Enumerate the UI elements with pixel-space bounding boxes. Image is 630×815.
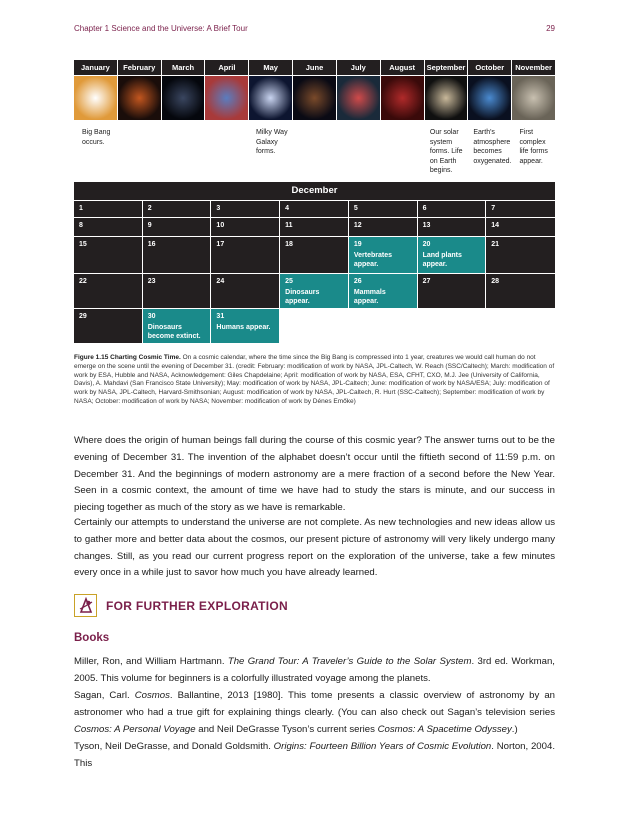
month-8 xyxy=(425,60,468,120)
december-calendar xyxy=(74,182,555,344)
day-number: 31 xyxy=(216,313,225,320)
month-note: Earth's atmosphere becomes oxygenated. xyxy=(473,129,512,165)
month-image xyxy=(381,76,424,120)
ref-title: The Grand Tour: A Traveler’s Guide to the Solar System xyxy=(227,656,472,667)
day-number: 19 xyxy=(353,241,362,248)
month-label: August xyxy=(381,60,424,75)
calendar-day-27 xyxy=(418,274,487,309)
calendar-day-14 xyxy=(486,218,555,237)
month-note: Our solar system forms. Life on Earth begins. xyxy=(429,129,463,174)
ref-series-title: Cosmos: A Spacetime Odyssey xyxy=(377,723,512,735)
month-note xyxy=(117,128,160,176)
astronomy-icon xyxy=(74,594,97,617)
month-1 xyxy=(118,60,161,120)
calendar-day-26 xyxy=(349,274,418,309)
day-number: 3 xyxy=(216,205,221,212)
ref-series-title: Cosmos: A Personal Voyage xyxy=(74,723,196,735)
calendar-day-11 xyxy=(280,218,349,237)
page-number: 29 xyxy=(546,24,555,33)
day-number: 25 xyxy=(285,278,293,285)
day-number: 2 xyxy=(147,205,152,212)
day-number: 13 xyxy=(422,222,431,229)
month-label: October xyxy=(468,60,511,75)
calendar-day-18 xyxy=(280,237,349,274)
section-title: FOR FURTHER EXPLORATION xyxy=(106,599,289,613)
calendar-day-8 xyxy=(74,218,143,237)
day-number: 8 xyxy=(79,222,83,229)
month-label: November xyxy=(512,60,555,75)
month-image xyxy=(293,76,336,120)
month-note xyxy=(161,128,204,176)
day-number: 11 xyxy=(285,222,293,229)
month-label: May xyxy=(249,60,292,75)
month-image xyxy=(249,76,292,120)
ref-author: Sagan, Carl. xyxy=(74,690,135,701)
calendar-empty-cell xyxy=(486,309,555,344)
month-3 xyxy=(205,60,248,120)
day-event: Vertebrates appear. xyxy=(353,252,392,268)
calendar-day-30 xyxy=(143,309,212,344)
month-image xyxy=(337,76,380,120)
month-10 xyxy=(512,60,555,120)
calendar-day-13 xyxy=(418,218,487,237)
day-number: 1 xyxy=(79,205,83,212)
calendar-day-21 xyxy=(486,237,555,274)
ref-author: Miller, Ron, and William Hartmann. xyxy=(74,656,228,667)
calendar-day-19 xyxy=(349,237,418,274)
calendar-day-6 xyxy=(418,201,487,218)
month-label: April xyxy=(205,60,248,75)
month-label: January xyxy=(74,60,117,75)
day-number: 28 xyxy=(491,278,500,285)
month-note xyxy=(291,128,334,176)
day-number: 5 xyxy=(353,205,358,212)
month-note xyxy=(335,128,378,176)
calendar-day-12 xyxy=(349,218,418,237)
day-number: 12 xyxy=(353,222,362,229)
day-number: 26 xyxy=(353,278,362,285)
day-number: 6 xyxy=(422,205,427,212)
reference-2 xyxy=(74,688,555,738)
ref-details: . Norton, 2004. This xyxy=(74,741,555,769)
calendar-day-25 xyxy=(280,274,349,309)
paragraph-1: Where does the origin of human beings fall during the course of this cosmic year? The answer turns out to be the evening of December 31. The invention of the alphabet doesn’t occur until the fiftieth second of 11:59 p.m. on December 31. And the beginnings of modern astronomy are a mere fraction of a second before the New Year. Seen in a cosmic context, the amount of time we have had to study the stars is minute, and our success in piecing together as much of the story as we have is remarkable. xyxy=(74,435,555,514)
month-0 xyxy=(74,60,117,120)
ref-details: . Ballantine, 2013 [1980]. This tome presents a classic overview of astronomy by an astronomer who had a true gift for explaining things clearly. (You can also check out Sagan’s television series xyxy=(74,690,555,718)
calendar-day-2 xyxy=(143,201,212,218)
day-number: 22 xyxy=(79,278,87,285)
day-number: 29 xyxy=(79,313,87,320)
month-6 xyxy=(337,60,380,120)
calendar-day-3 xyxy=(211,201,280,218)
month-label: September xyxy=(425,60,468,75)
month-image xyxy=(205,76,248,120)
month-label: February xyxy=(118,60,161,75)
day-number: 14 xyxy=(491,222,500,229)
caption-label: Figure 1.15 Charting Cosmic Time. xyxy=(74,354,181,361)
month-label: March xyxy=(162,60,205,75)
calendar-day-7 xyxy=(486,201,555,218)
day-number: 17 xyxy=(216,241,225,248)
calendar-day-24 xyxy=(211,274,280,309)
calendar-day-28 xyxy=(486,274,555,309)
day-event: Land plants appear. xyxy=(422,252,462,268)
ref-details: .) xyxy=(511,723,518,735)
calendar-day-4 xyxy=(280,201,349,218)
month-image xyxy=(162,76,205,120)
month-strip xyxy=(74,60,555,120)
ref-title: Cosmos xyxy=(134,690,170,701)
month-image xyxy=(512,76,555,120)
calendar-empty-cell xyxy=(418,309,487,344)
month-note: First complex life forms appear. xyxy=(519,129,548,165)
calendar-day-22 xyxy=(74,274,143,309)
day-number: 10 xyxy=(216,222,225,229)
ref-author: Tyson, Neil DeGrasse, and Donald Goldsmith. xyxy=(74,741,274,752)
month-image xyxy=(425,76,468,120)
month-image xyxy=(118,76,161,120)
december-title: December xyxy=(74,182,555,201)
ref-title: Origins: Fourteen Billion Years of Cosmic Evolution xyxy=(273,741,492,752)
calendar-empty-cell xyxy=(349,309,418,344)
month-image xyxy=(74,76,117,120)
calendar-empty-cell xyxy=(280,309,349,344)
month-9 xyxy=(468,60,511,120)
day-number: 30 xyxy=(147,313,156,320)
month-note xyxy=(204,128,247,176)
day-number: 9 xyxy=(147,222,152,229)
month-note xyxy=(378,128,421,176)
month-5 xyxy=(293,60,336,120)
ref-details: . 3rd ed. Workman, 2005. This volume for beginners is a colorfully illustrated voyage among the planets. xyxy=(74,656,555,684)
calendar-day-23 xyxy=(143,274,212,309)
day-number: 4 xyxy=(285,205,290,212)
month-image xyxy=(468,76,511,120)
day-number: 15 xyxy=(79,241,87,248)
month-4 xyxy=(249,60,292,120)
reference-1 xyxy=(74,654,555,688)
day-number: 16 xyxy=(147,241,156,248)
day-event: Humans appear. xyxy=(216,324,271,331)
month-2 xyxy=(162,60,205,120)
day-event: Dinosaurs appear. xyxy=(285,289,320,305)
calendar-day-1 xyxy=(74,201,143,218)
day-event: Dinosaurs become extinct. xyxy=(147,324,201,340)
month-note: Big Bang occurs. xyxy=(82,129,111,146)
day-number: 24 xyxy=(216,278,225,285)
calendar-day-5 xyxy=(349,201,418,218)
day-number: 23 xyxy=(147,278,156,285)
calendar-day-17 xyxy=(211,237,280,274)
month-notes xyxy=(74,128,555,176)
day-number: 20 xyxy=(422,241,431,248)
ref-details: and Neil DeGrasse Tyson’s current series xyxy=(195,723,378,735)
books-heading: Books xyxy=(74,632,110,644)
calendar-day-16 xyxy=(143,237,212,274)
month-label: July xyxy=(337,60,380,75)
month-note: Milky Way Galaxy forms. xyxy=(255,129,288,155)
month-label: June xyxy=(293,60,336,75)
paragraph-2: Certainly our attempts to understand the universe are not complete. As new technologies and new ideas allow us to gather more and better data about the cosmos, our present picture of astronomy will very likely undergo many changes. Still, as you read our current progress report on the exploration of the universe, take a few minutes every once in a while just to savor how much you have already learned. xyxy=(74,517,555,579)
day-event: Mammals appear. xyxy=(353,289,386,305)
day-number: 27 xyxy=(422,278,431,285)
day-number: 21 xyxy=(491,241,500,248)
calendar-day-31 xyxy=(211,309,280,344)
running-header: Chapter 1 Science and the Universe: A Brief Tour xyxy=(74,24,248,33)
calendar-day-15 xyxy=(74,237,143,274)
month-7 xyxy=(381,60,424,120)
calendar-day-20 xyxy=(418,237,487,274)
figure-caption xyxy=(74,354,555,407)
reference-3 xyxy=(74,739,555,773)
december-grid xyxy=(74,201,555,344)
day-number: 18 xyxy=(285,241,293,248)
day-number: 7 xyxy=(491,205,496,212)
calendar-day-29 xyxy=(74,309,143,344)
calendar-day-10 xyxy=(211,218,280,237)
calendar-day-9 xyxy=(143,218,212,237)
caption-text: On a cosmic calendar, where the time since the Big Bang is compressed into 1 year, creatures we would call human do not emerge on the scene until the evening of December 31. (credit: February: modification of work by NASA, JPL-Caltech, W. Reach (SSC/Caltech); March: modification of work by ESA, Hubble and NASA, Acknowledgement: Giles Chapdelaine; April: modification of work by NASA, ESA, CFHT, CXO, M.J. Jee (University of California, Davis), A. Mahdavi (San Francisco State University); May: modification of work by NASA, JPL-Caltech; June: modification of work by NASA/ESA; July: modification of work by NASA, JPL-Caltech, Harvard-Smithsonian; August: modification of work by NASA, JPL-Caltech, R. Hurt (SSC-Caltech); September: modification of work by NASA; October: modification of work by NASA; November: modification of work by Dénes Emőke) xyxy=(74,354,555,405)
